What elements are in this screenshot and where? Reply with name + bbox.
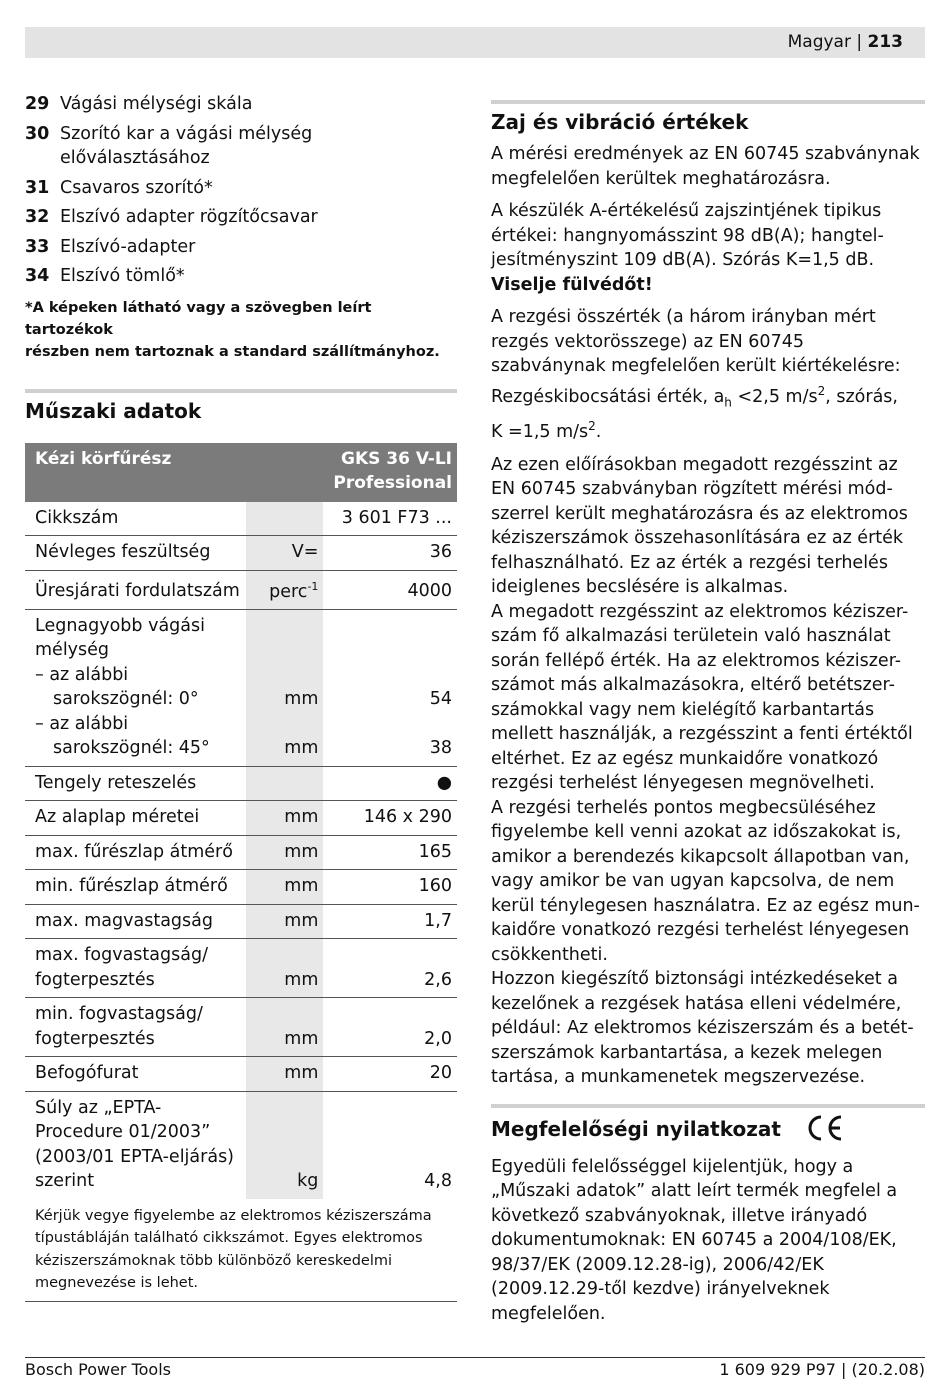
text-line: tartása, a munkamenetek megszervezése. [491,1067,866,1088]
spec-value: 36 [323,536,457,571]
text-line: 98/37/EK (2009.12.28-ig), 2006/42/EK [491,1254,824,1275]
header-language: Magyar [787,32,851,52]
spec-table [25,443,457,1302]
spec-note-row [25,1199,457,1302]
text-line: Hozzon kiegészítő biztonsági intézkedéseket a [491,969,898,990]
text-line: EN 60745 szabványban rögzített mérési mód- [491,479,893,500]
spec-value: 2,6 [323,939,457,998]
spec-unit: mm [246,939,323,998]
spec-value: 146 x 290 [323,801,457,836]
conformity-title: Megfelelőségi nyilatkozat [491,1114,925,1147]
text-line: következő szabványoknak, illetve irányadó [491,1205,868,1226]
conformity-text [491,1155,925,1327]
spec-label: min. fogvastagság/ fogterpesztés [25,998,246,1057]
text-line: eltérhet. Ez az egész munkaidőre vonatkozó [491,748,879,769]
table-row [25,766,457,801]
text-line: mellett használják, a rezgésszint a fenti értéktől [491,724,913,745]
item-text: Elszívó-adapter [60,236,196,257]
text-line: vagy amikor be van ugyan kapcsolva, de nem [491,871,895,892]
ce-mark-icon [804,1114,844,1147]
table-row [25,1057,457,1092]
section-divider [491,100,925,104]
spec-label: Névleges feszültség [25,536,246,571]
spec-value: 3 601 F73 ... [323,502,457,536]
table-row [25,609,457,766]
text-line: számot más alkalmazásokra, eltérő betétszer- [491,675,895,696]
page-number: 213 [867,32,903,52]
spec-unit: mm [246,998,323,1057]
item-text: Elszívó tömlő* [60,266,185,286]
spec-unit [246,502,323,536]
text-line: A megadott rezgésszint az elektromos kéziszer- [491,601,909,622]
vibration-details [491,453,925,1090]
spec-unit: mm [246,870,323,905]
item-number: 32 [25,207,50,227]
text-line: kerül ténylegesen használatra. Ez az egész mun- [491,895,920,916]
spec-unit: mm [246,835,323,870]
text-line: kéziszerszámok összehasonlítására ez az érték [491,528,904,549]
spec-header-row [25,443,457,502]
table-row [25,998,457,1057]
spec-unit: kg [246,1091,323,1199]
spec-unit: perc$^{-1}$ [246,570,323,609]
spec-header-model: GKS 36 V-LI Professional [323,443,457,502]
spec-header-product: Kézi körfűrész [25,443,323,502]
item-text: Elszívó adapter rögzítőcsavar [60,207,318,227]
spec-label: Üresjárati fordulatszám [25,570,246,609]
text-line: ideiglenes becslésére is alkalmas. [491,577,789,598]
table-row [25,939,457,998]
spec-value: 4000 [323,570,457,609]
table-row [25,870,457,905]
text-line: amikor a berendezés kikapcsolt állapotban van, [491,846,910,867]
text-line: „Műszaki adatok” alatt leírt termék megfelel a [491,1181,898,1202]
spec-label: max. fűrészlap átmérő [25,835,246,870]
list-item [25,264,457,289]
hearing-warning: Viselje fülvédőt! [491,274,653,295]
item-number: 31 [25,177,50,198]
text-line: kezelőnek a rezgések hatása elleni védelmére, [491,993,902,1014]
list-item [25,122,457,171]
spec-label: max. fogvastagság/ fogterpesztés [25,939,246,998]
left-column [25,92,457,1302]
list-item [25,176,457,201]
section-divider [25,389,457,393]
spec-value: 54 38 [323,609,457,766]
item-number: 29 [25,94,50,114]
text-line: dokumentumoknak: EN 60745 a 2004/108/EK, [491,1230,897,1251]
spec-value: 2,0 [323,998,457,1057]
header-separator: | [856,32,863,52]
spec-label: Befogófurat [25,1057,246,1092]
item-text: Vágási mélységi skála [60,94,253,114]
list-item [25,205,457,230]
footer-code: 1 609 929 P97 | (20.2.08) [719,1360,925,1379]
vibration-paragraph: A rezgési összérték (a három irányban mért rezgés vektorösszege) az EN 60745 szabványnak megfelelően került kiértékelésre: Rezgéskibocsátási érték, $a_h <2,5$ $m/s^2$, szórás, K =1,5 $m/s^2$. [491,307,901,443]
table-row [25,835,457,870]
text-line: kaidőre vonatkozó rezgési terhelést lényegesen [491,920,910,941]
item-text: Csavaros szorító* [60,177,213,198]
text-line: megfelelően. [491,1303,606,1324]
table-row [25,570,457,609]
parts-list [25,92,457,289]
text-line: számokkal vagy nem kielégítő karbantartás [491,699,875,720]
text-line: szerszámok karbantartása, a kezek melegen [491,1042,883,1063]
right-column [491,100,925,1334]
spec-value: 20 [323,1057,457,1092]
table-row [25,536,457,571]
text-line: szerrel került meghatározásra és az elektromos [491,503,908,524]
spec-label: Az alaplap méretei [25,801,246,836]
item-text: Szorító kar a vágási mélység előválasztásához [60,123,313,168]
text-line: A rezgési terhelés pontos megbecsüléséhez [491,797,876,818]
spec-value: 4,8 [424,1171,452,1192]
noise-title: Zaj és vibráció értékek [491,110,749,134]
text-line: csökkentheti. [491,944,608,965]
text-line: például: Az elektromos kéziszerszám és a betét- [491,1018,914,1039]
text-line: során fellépő érték. Ha az elektromos kéziszer- [491,650,902,671]
spec-unit: mm mm [246,609,323,766]
text-line: rezgési terhelést lényegesen megnövelheti. [491,773,875,794]
spec-unit: mm [246,904,323,939]
list-item [25,235,457,260]
table-row [25,904,457,939]
spec-label: Cikkszám [25,502,246,536]
spec-unit [246,766,323,801]
spec-value: ● [323,766,457,801]
footer-brand: Bosch Power Tools [25,1360,171,1379]
list-item [25,92,457,117]
text-line: figyelembe kell venni azokat az időszakokat is, [491,822,902,843]
spec-label: max. magvastagság [25,904,246,939]
text-line: (2009.12.29-től kezdve) irányelveknek [491,1279,830,1300]
accessory-footnote: *A képeken látható vagy a szövegben leírt tartozékok részben nem tartoznak a standard szállítmányhoz. [25,299,440,360]
spec-label: min. fűrészlap átmérő [25,870,246,905]
spec-label: Súly az „EPTA- Procedure 01/2003” (2003/01 EPTA-eljárás) szerint [35,1097,235,1192]
noise-paragraph: A mérési eredmények az EN 60745 szabványnak megfelelően kerültek meghatározásra. [491,144,920,189]
item-number: 34 [25,266,50,286]
section-divider [491,1104,925,1108]
page-header [25,27,925,58]
spec-value: 1,7 [323,904,457,939]
table-row [25,801,457,836]
text-line: Az ezen előírásokban megadott rezgésszint az [491,454,898,475]
spec-value: 160 [323,870,457,905]
text-line: szám fő alkalmazási területein való használat [491,626,891,647]
spec-label: Legnagyobb vágási mélység – az alábbi sarokszögnél: 0° – az alábbi sarokszögnél: 45° [25,609,246,766]
spec-label: Tengely reteszelés [25,766,246,801]
text-line: felhasználható. Ez az érték a rezgési terhelés [491,552,888,573]
footer-divider [25,1357,925,1358]
item-number: 30 [25,123,50,144]
text-line: Egyedüli felelősséggel kijelentjük, hogy a [491,1156,854,1177]
spec-unit: V= [246,536,323,571]
item-number: 33 [25,236,50,257]
spec-value: 165 [323,835,457,870]
table-row [25,502,457,536]
table-row [25,1091,457,1199]
spec-unit: mm [246,1057,323,1092]
header-text [788,32,903,52]
noise-paragraph: A készülék A-értékelésű zajszintjének tipikus értékei: hangnyomásszint 98 dB(A); hangtel- jesítményszint 109 dB(A). Szórás K=1,5 dB. [491,201,884,270]
spec-unit: mm [246,801,323,836]
spec-note: Kérjük vegye figyelembe az elektromos kéziszerszáma típustábláján található cikkszámot. Egyes elektromos kéziszerszámoknak több különböző kereskedelmi megnevezése is lehet. [25,1199,457,1302]
tech-data-title: Műszaki adatok [25,398,202,423]
